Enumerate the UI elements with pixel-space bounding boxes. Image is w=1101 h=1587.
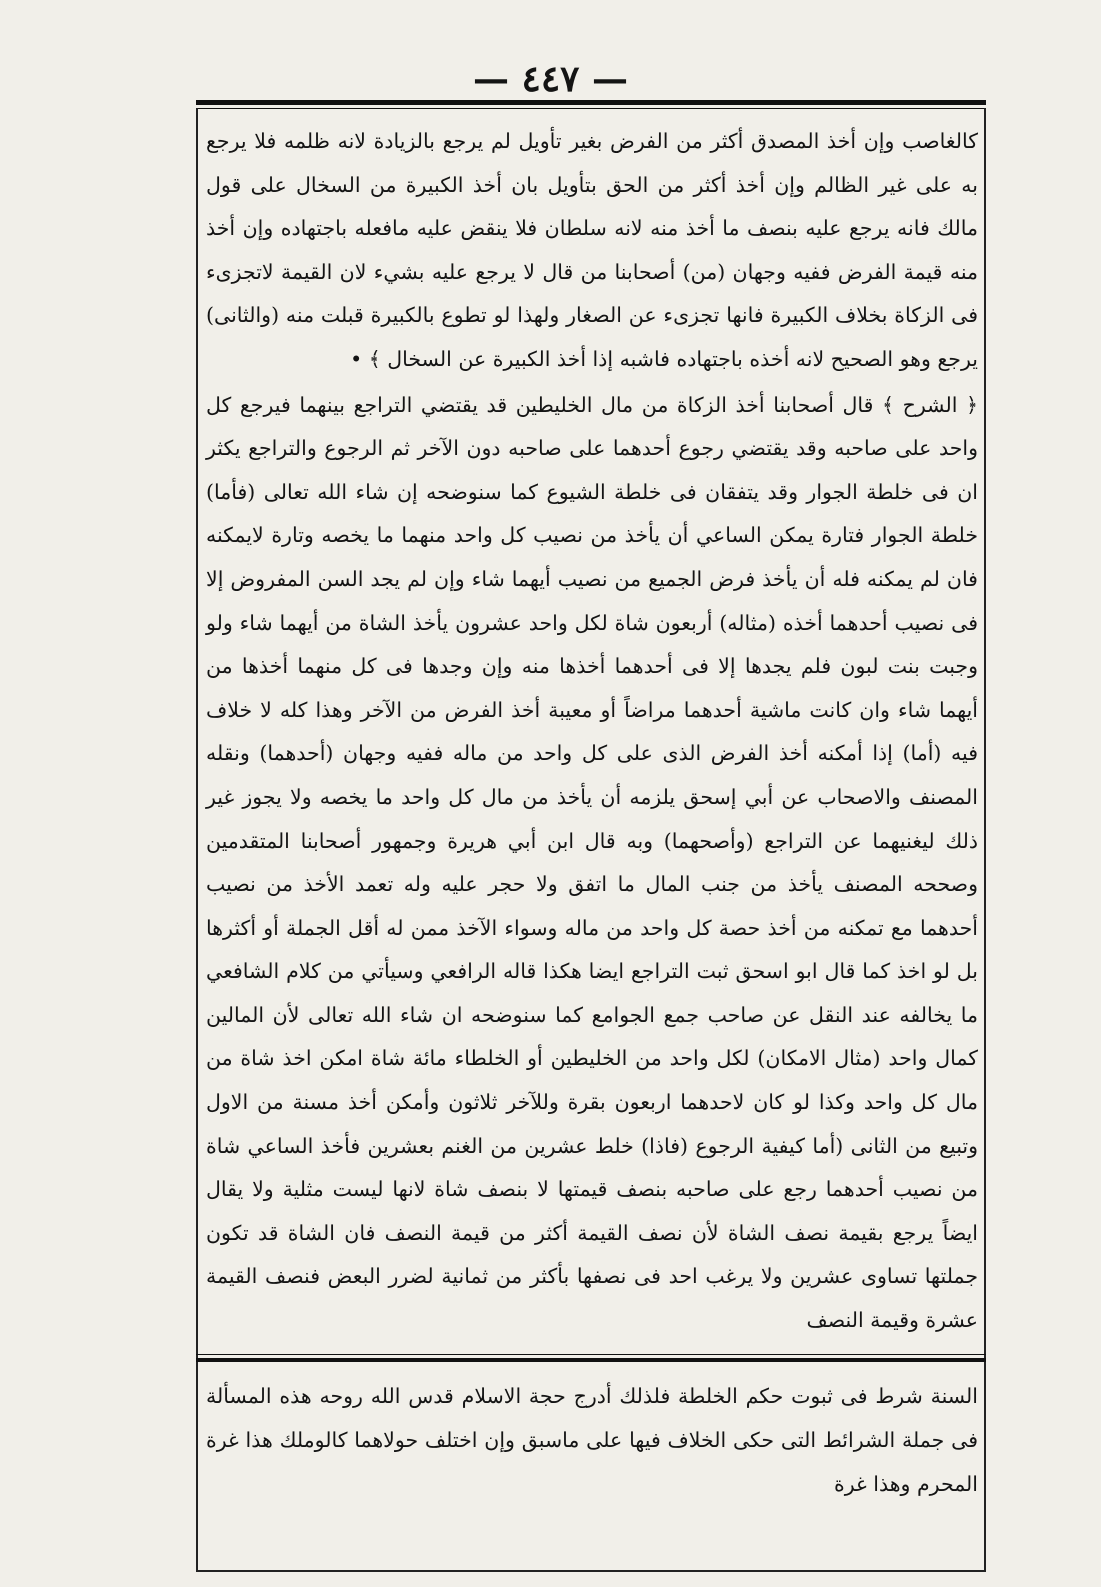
footnote-text: السنة شرط فى ثبوت حكم الخلطة فلذلك أدرج حجة الاسلام قدس الله روحه هذه المسألة فى جملة الشرائط التى حكى الخلاف فيها على ماسبق وإن اختلف حولاهما كالوملك هذا غرة المحرم وهذا غرة [206,1384,978,1496]
page-number: — ٤٤٧ — [472,58,629,100]
main-paragraph-2-commentary: ﴿ الشرح ﴾ قال أصحابنا أخذ الزكاة من مال الخليطين قد يقتضي التراجع بينهما فيرجع كل واحد على صاحبه وقد يقتضي رجوع أحدهما على صاحبه دون الآخر ثم الرجوع والتراجع يكثر ان فى خلطة الجوار وقد يتفقان فى خلطة الشيوع كما سنوضحه إن شاء الله تعالى (فأما) خلطة الجوار فتارة يمكن الساعي أن يأخذ من نصيب كل واحد منهما ما يخصه وتارة لايمكنه فان لم يمكنه فله أن يأخذ فرض الجميع من نصيب أيهما شاء وإن لم يجد السن المفروض إلا فى نصيب أحدهما أخذه (مثاله) أربعون شاة لكل واحد عشرون يأخذ الشاة من أيهما شاء ولو وجبت بنت لبون فلم يجدها إلا فى أحدهما أخذها منه وإن وجدها فى كل منهما أخذها من أيهما شاء وان كانت ماشية أحدهما مراضاً أو معيبة أخذ الفرض من الآخر وهذا كله لا خلاف فيه (أما) إذا أمكنه أخذ الفرض الذى على كل واحد من ماله ففيه وجهان (أحدهما) ونقله المصنف والاصحاب عن أبي إسحق يلزمه أن يأخذ من مال كل واحد ما يخصه ولا يجوز غير ذلك ليغنيهما عن التراجع (وأصحهما) وبه قال ابن أبي هريرة وجمهور أصحابنا المتقدمين وصححه المصنف يأخذ من جنب المال ما اتفق ولا حجر عليه وله تعمد الأخذ من نصيب أحدهما مع تمكنه من أخذ حصة كل واحد من ماله وسواء الآخذ ممن له أقل الجملة أو أكثرها بل لو اخذ كما قال ابو اسحق ثبت التراجع ايضا هكذا قاله الرافعي وسيأتي من كلام الشافعي ما يخالفه عند النقل عن صاحب جمع الجوامع كما سنوضحه ان شاء الله تعالى لأن المالين كمال واحد (مثال الامكان) لكل واحد من الخليطين أو الخلطاء مائة شاة امكن اخذ شاة من مال كل واحد وكذا لو كان لاحدهما اربعون بقرة وللآخر ثلاثون وأمكن أخذ مسنة من الاول وتبيع من الثانى (أما كيفية الرجوع (فاذا) خلط عشرين من الغنم بعشرين فأخذ الساعي شاة من نصيب أحدهما رجع على صاحبه بنصف قيمتها لا بنصف شاة لانها ليست مثلية ولا يقال ايضاً يرجع بقيمة نصف الشاة لأن نصف القيمة أكثر من قيمة النصف فان الشاة قد تكون جملتها تساوى عشرين ولا يرغب احد فى نصفها بأكثر من ثمانية لضرر البعض فنصف القيمة عشرة وقيمة النصف [206,392,978,1333]
bottom-rule [196,1570,986,1572]
main-paragraph-1: كالغاصب وإن أخذ المصدق أكثر من الفرض بغير تأويل لم يرجع بالزيادة لانه ظلمه فلا يرجع به على غير الظالم وإن أخذ أكثر من الحق بتأويل بان أخذ الكبيرة من السخال على قول مالك فانه يرجع عليه بنصف ما أخذ منه لانه سلطان فلا ينقض عليه مافعله باجتهاده وإن أخذ منه قيمة الفرض ففيه وجهان (من) أصحابنا من قال لا يرجع عليه بشيء لان القيمة لاتجزىء فى الزكاة بخلاف الكبيرة فانها تجزىء عن الصغار ولهذا لو تطوع بالكبيرة قبلت منه (والثانى) يرجع وهو الصحيح لانه أخذه باجتهاده فاشبه إذا أخذ الكبيرة عن السخال ﴾ • [206,129,978,371]
main-text-block [206,120,978,1343]
footnote-separator-rule [196,1354,986,1362]
